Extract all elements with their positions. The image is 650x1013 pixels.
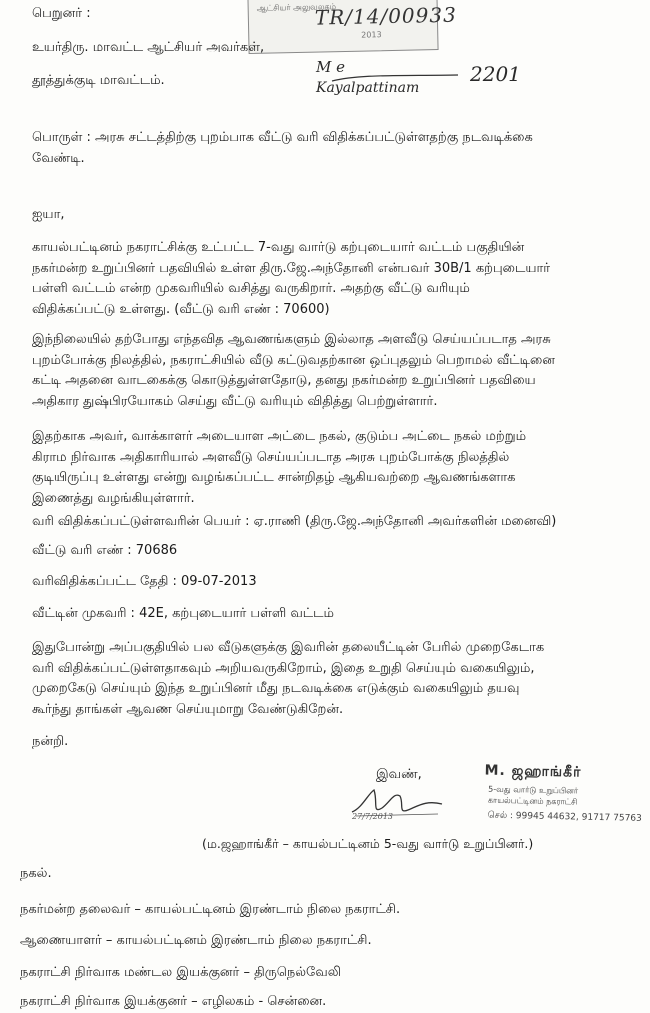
official-seal xyxy=(473,762,642,835)
paragraph-line: காயல்பட்டினம் நகராட்சிக்கு உட்பட்ட 7-வது வார்டு கற்புடையார் வட்டம் பகுதியின் xyxy=(32,240,525,255)
stamp-number: TR/14/00933 xyxy=(314,2,458,30)
handwritten-number: 2201 xyxy=(470,62,521,86)
signature-date: 27/7/2013 xyxy=(352,812,394,821)
salutation: ஐயா, xyxy=(32,207,65,222)
paragraph-line: வரி விதிக்கப்பட்டுள்ளதாகவும் அறியவருகிறோம், இதை உறுதி செய்யும் வகையிலும், xyxy=(32,660,535,676)
copy-item: நகராட்சி நிர்வாக மண்டல இயக்குனர் – திருநெல்வேலி xyxy=(20,965,341,980)
paragraph-line: முறைகேடு செய்யும் இந்த உறுப்பினர் மீது நடவடிக்கை எடுக்கும் வகையிலும் தயவு xyxy=(32,681,520,696)
paragraph-1 xyxy=(32,238,627,320)
seal-line1: 5-வது வார்டு உறுப்பினர் xyxy=(488,784,579,796)
detail-tax-number: வீட்டு வரி எண் : 70686 xyxy=(32,543,178,558)
paragraph-3 xyxy=(32,427,627,509)
copy-item: ஆணையாளர் – காயல்பட்டினம் இரண்டாம் நிலை நகராட்சி. xyxy=(20,933,372,948)
subject xyxy=(32,128,627,169)
paragraph-line: நகர்மன்ற உறுப்பினர் பதவியில் உள்ள திரு.ஜே.அந்தோனி என்பவர் 30B/1 கற்புடையார் xyxy=(32,260,551,276)
paragraph-line: புறம்போக்கு நிலத்தில், நகராட்சியில் வீடு கட்டுவதற்கான ஒப்புதலும் பெறாமல் வீட்டினை xyxy=(32,352,555,368)
handwritten-note-line1: M e xyxy=(316,58,346,76)
to-label: பெறுனர் : xyxy=(32,6,91,21)
seal-line2: காயல்பட்டினம் நகராட்சி xyxy=(487,795,578,807)
paragraph-line: விதிக்கப்பட்டு உள்ளது. (வீட்டு வரி எண் : 70600) xyxy=(32,301,330,317)
paragraph-line: பள்ளி வட்டம் என்ற முகவரியில் வசித்து வருகிறார். அதற்கு வீட்டு வரியும் xyxy=(32,281,470,296)
detail-tax-date: வரிவிதிக்கப்பட்ட தேதி : 09-07-2013 xyxy=(32,574,257,589)
paragraph-2 xyxy=(32,330,627,412)
thanks: நன்றி. xyxy=(32,734,69,749)
copy-label: நகல். xyxy=(20,866,52,881)
paragraph-line: இதுபோன்று அப்பகுதியில் பல வீடுகளுக்கு இவரின் தலையீட்டின் பேரில் முறைகேடாக xyxy=(32,640,545,655)
subject-line: பொருள் : அரசு சட்டத்திற்கு புறம்பாக வீட்டு வரி விதிக்கப்பட்டுள்ளதற்கு நடவடிக்கை xyxy=(32,130,533,145)
paragraph-line: இணைத்து வழங்கியுள்ளார். xyxy=(32,490,195,506)
copy-item: நகர்மன்ற தலைவர் – காயல்பட்டினம் இரண்டாம் நிலை நகராட்சி. xyxy=(20,902,401,917)
paragraph-line: குடியிருப்பு உள்ளது என்று வழங்கப்பட்ட சான்றிதழ் ஆகியவற்றை ஆவணங்களாக xyxy=(32,470,516,485)
paragraph-line: அதிகார துஷ்பிரயோகம் செய்து வீட்டு வரியும் விதித்து பெற்றுள்ளார். xyxy=(32,393,438,409)
seal-name: M. ஜஹாங்கீர் xyxy=(484,762,582,781)
district: தூத்துக்குடி மாவட்டம். xyxy=(32,73,165,88)
paragraph-line: கட்டி அதனை வாடகைக்கு கொடுத்துள்ளதோடு, தனது நகர்மன்ற உறுப்பினர் பதவியை xyxy=(32,373,536,388)
stamp-sub-text: 2013 xyxy=(361,30,382,40)
copy-item: நகராட்சி நிர்வாக இயக்குனர் – எழிலகம் - சென்னை. xyxy=(20,994,327,1009)
received-stamp xyxy=(247,0,458,54)
signoff: இவண், xyxy=(376,767,422,782)
seal-phone: செல் : 99945 44632, 91717 75763 xyxy=(487,810,642,824)
paragraph-line: இந்நிலையில் தற்போது எந்தவித ஆவணங்களும் இல்லாத அளவீடு செய்யப்படாத அரசு xyxy=(32,332,551,347)
detail-address: வீட்டின் முகவரி : 42E, கற்புடையார் பள்ளி வட்டம் xyxy=(32,606,334,621)
stamp-faint-text: ஆட்சியர் அலுவலகம் xyxy=(256,2,337,13)
addressee: உயர்திரு. மாவட்ட ஆட்சியர் அவர்கள், xyxy=(32,40,265,55)
paragraph-line: இதற்காக அவர், வாக்காளர் அடையாள அட்டை நகல், குடும்ப அட்டை நகல் மற்றும் xyxy=(32,429,527,444)
handwritten-underline xyxy=(330,72,460,84)
signatory: (ம.ஜஹாங்கீர் – காயல்பட்டினம் 5-வது வார்டு உறுப்பினர்.) xyxy=(202,836,534,851)
paragraph-line: கிராம நிர்வாக அதிகாரியால் அளவீடு செய்யப்படாத அரசு புறம்போக்கு நிலத்தில் xyxy=(32,449,510,465)
paragraph-line: கூர்ந்து தாங்கள் ஆவண செய்யுமாறு வேண்டுகிறேன். xyxy=(32,701,344,717)
handwritten-note-line2: Kayalpattinam xyxy=(316,80,420,96)
closing-paragraph xyxy=(32,638,627,720)
subject-line: வேண்டி. xyxy=(32,150,85,166)
detail-taxpayer-name: வரி விதிக்கப்பட்டுள்ளவரின் பெயர் : ஏ.ராணி (திரு.ஜே.அந்தோனி அவர்களின் மனைவி) xyxy=(32,514,557,529)
